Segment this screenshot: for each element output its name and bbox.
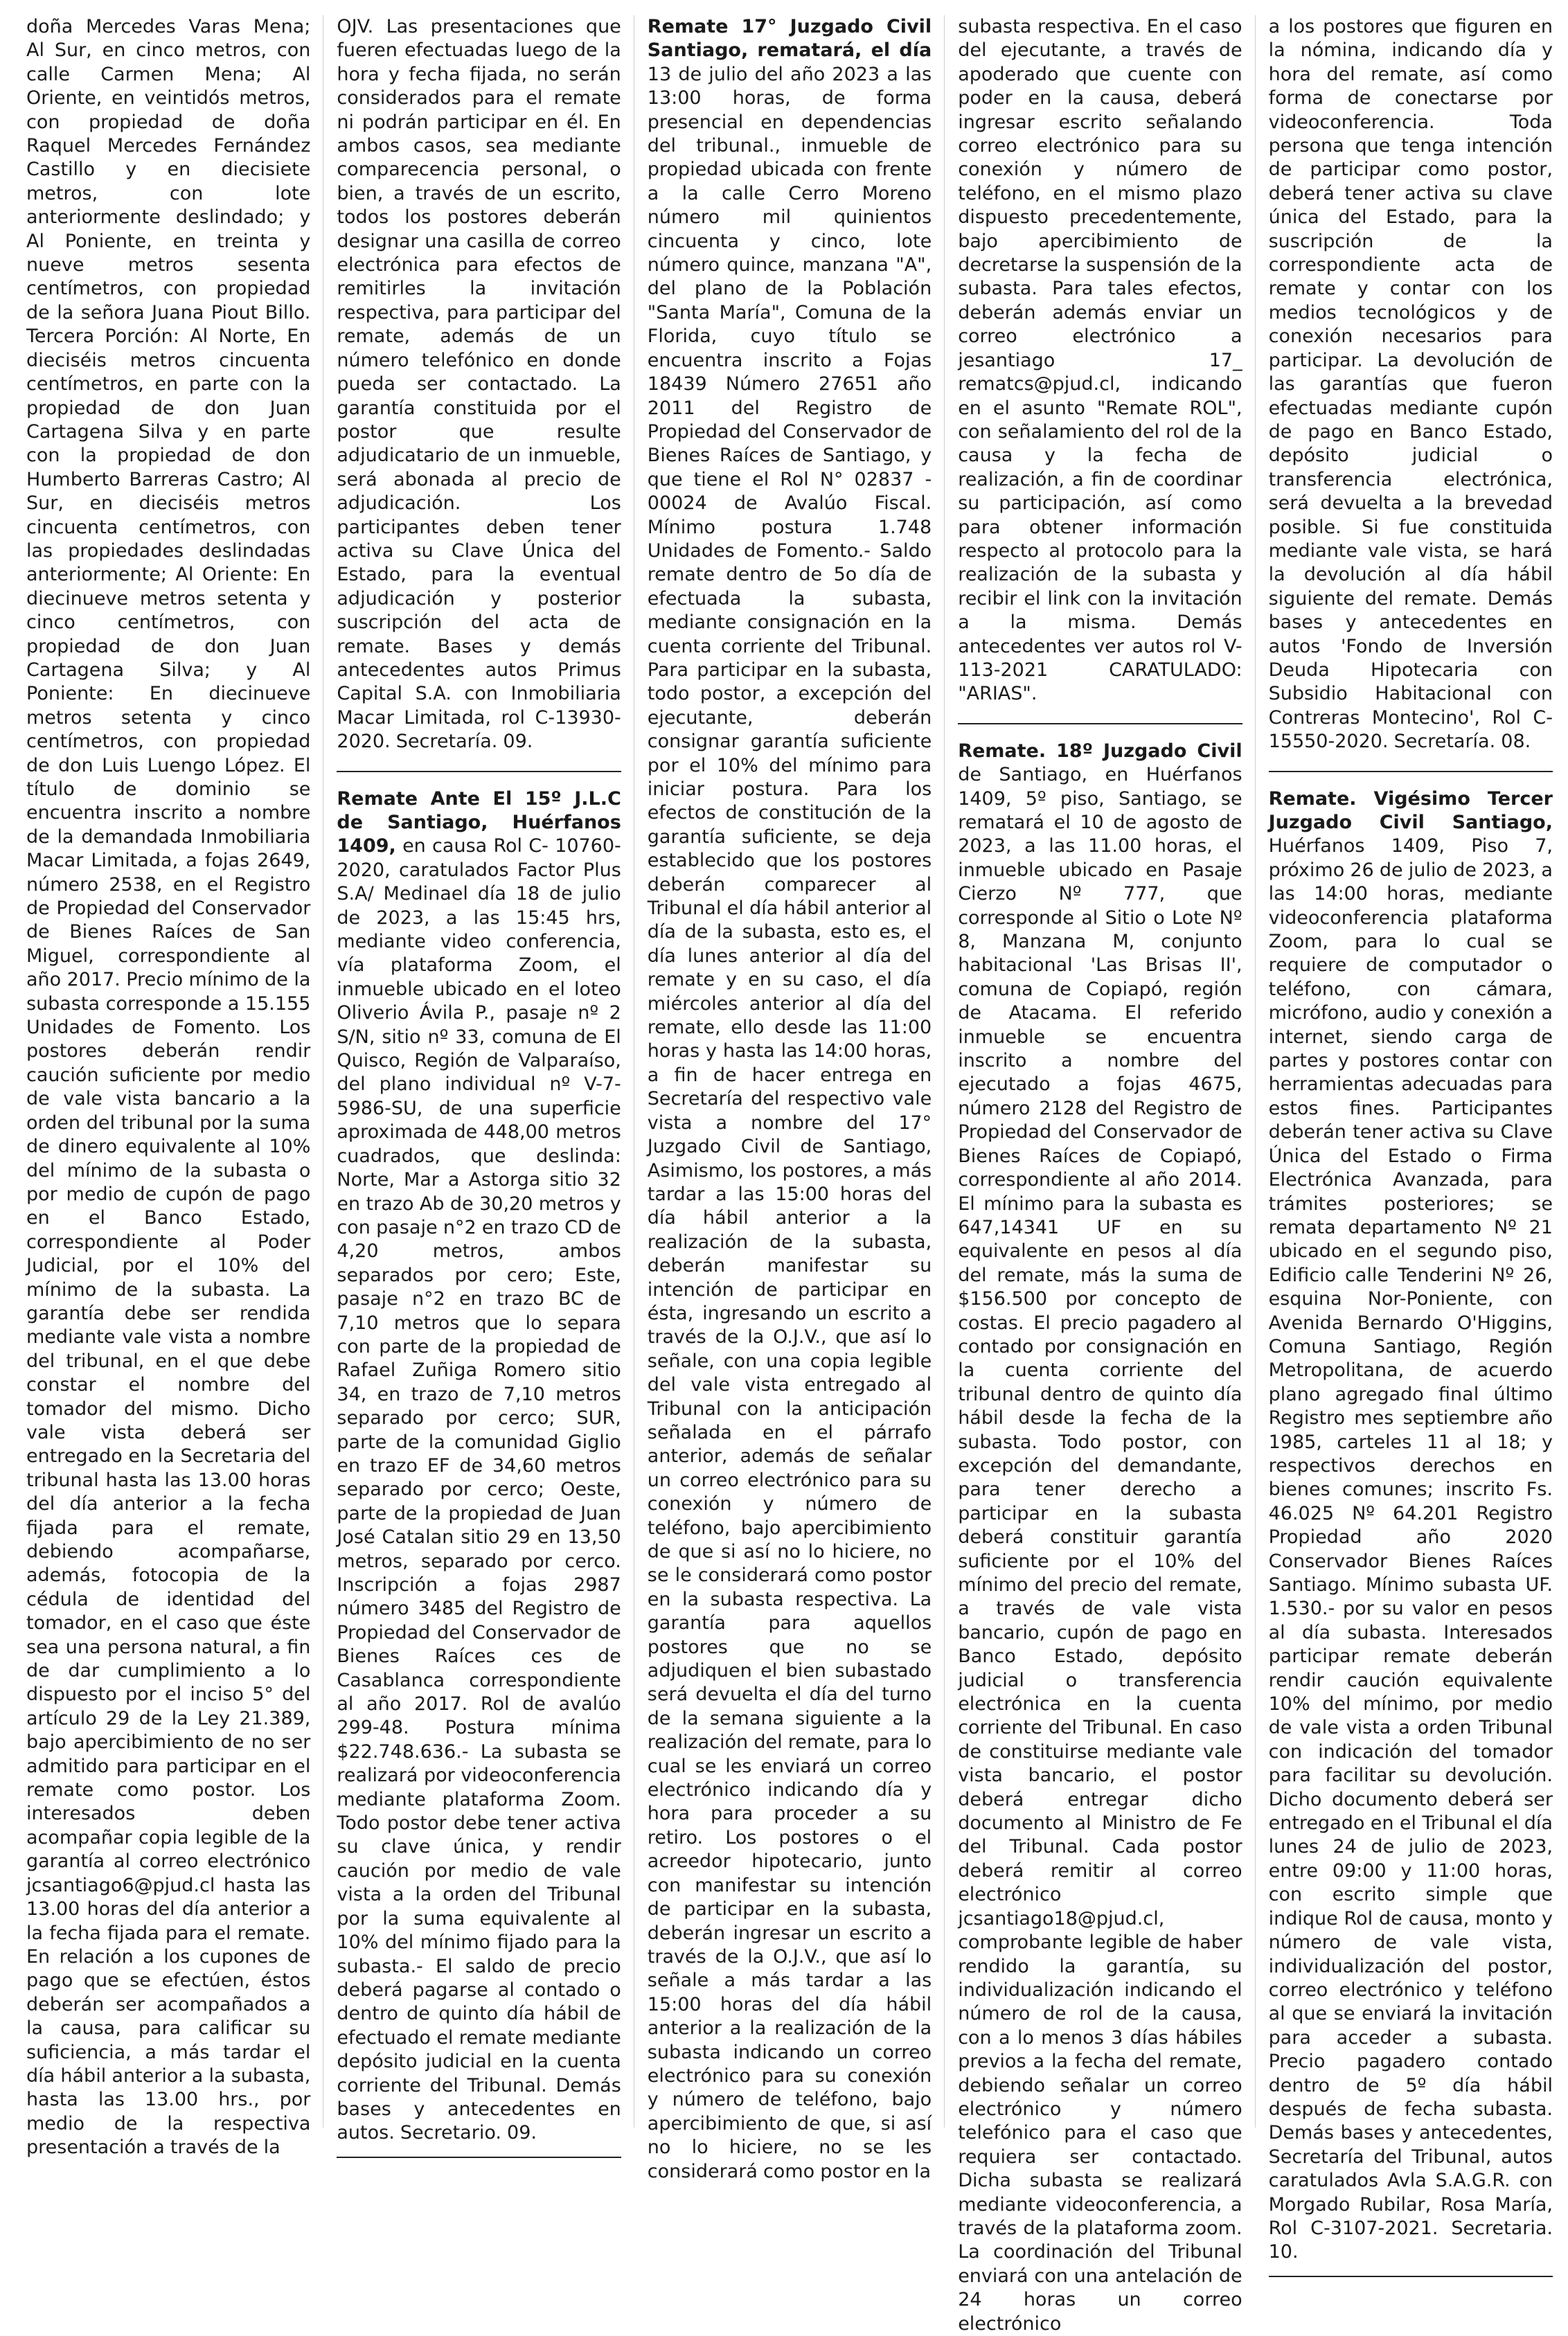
notice-body: en causa Rol C- 10760-2020, caratulados Factor Plus S.A/ Medinael día 18 de julio de 2023, a las 15:45 hrs, mediante video conferencia, vía plataforma Zoom, el inmueble ubicado en el loteo Oliverio Ávila P., pasaje nº 2 S/N, sitio nº 33, comuna de El Quisco, Región de Valparaíso, del plano individual nº V-7-5986-SU, de una superficie aproximada de 448,00 metros cuadrados, que deslinda: Norte, Mar a Astorga sitio 32 en trazo Ab de 30,20 metros y con pasaje n°2 en trazo CD de 4,20 metros, ambos separados por cero; Este, pasaje n°2 en trazo BC de 7,10 metros que lo separa con parte de la propiedad de Rafael Zuñiga Romero sitio 34, en trazo de 7,10 metros separado por cerco; SUR, parte de la comunidad Giglio en trazo EF de 34,60 metros separado por cerco; Oeste, parte de la propiedad de Juan José Catalan sitio 29 en 13,50 metros, separado por cerco. Inscripción a fojas 2987 número 3485 del Registro de Propiedad del Conservador de Bienes Raíces ces de Casablanca correspondiente al año 2017. Rol de avalúo 299-48. Postura mínima $22.748.636.- La subasta se realizará por videoconferencia mediante plataforma Zoom. Todo postor debe tener activa su clave única, y rendir caución por medio de vale vista a la orden del Tribunal por la suma equivalente al 10% del mínimo fijado para la subasta.- El saldo de precio deberá pagarse al contado o dentro de quinto día hábil de efectuado el remate mediante depósito judicial en la cuenta corriente del Tribunal. Demás bases y antecedentes en autos. Secretario. 09. [337,835,621,2144]
legal-notice [1269,15,1553,754]
notice-body: 13 de julio del año 2023 a las 13:00 horas, de forma presencial en dependencias del tribunal., inmueble de propiedad ubicada con frente a la calle Cerro Moreno número mil quinientos cincuenta y cinco, lote número quince, manzana "A", del plano de la Población "Santa María", Comuna de la Florida, cuyo título se encuentra inscrito a Fojas 18439 Número 27651 año 2011 del Registro de Propiedad del Conservador de Bienes Raíces de Santiago, y que tiene el Rol N° 02837 - 00024 de Avalúo Fiscal. Mínimo postura 1.748 Unidades de Fomento.- Saldo remate dentro de 5o día de efectuada la subasta, mediante consignación en la cuenta corriente del Tribunal. Para participar en la subasta, todo postor, a excepción del ejecutante, deberán consignar garantía suficiente por el 10% del mínimo para iniciar postura. Para los efectos de constitución de la garantía suficiente, se deja establecido que los postores deberán comparecer al Tribunal el día hábil anterior al día de la subasta, esto es, el día lunes anterior al día del remate y en su caso, el día miércoles anterior al día del remate, ello desde las 11:00 horas y hasta las 14:00 horas, a fin de hacer entrega en Secretaría del respectivo vale vista a nombre del 17° Juzgado Civil de Santiago, Asimismo, los postores, a más tardar a las 15:00 horas del día hábil anterior a la realización de la subasta, deberán manifestar su intención de participar en ésta, ingresando un escrito a través de la O.J.V., que así lo señale, con una copia legible del vale vista entregado al Tribunal con la anticipación señalada en el párrafo anterior, además de señalar un correo electrónico para su conexión y número de teléfono, bajo apercibimiento de que si así no lo hiciere, no se le considerará como postor en la subasta respectiva. La garantía para aquellos postores que no se adjudiquen el bien subastado será devuelta el día del turno de la semana siguiente a la realización del remate, para lo cual se les enviará un correo electrónico indicando día y hora para proceder a su retiro. Los postores o el acreedor hipotecario, junto con manifestar su intención de participar en la subasta, deberán ingresar un escrito a través de la O.J.V., que así lo señale a más tardar a las 15:00 horas del día hábil anterior a la realización de la subasta indicando un correo electrónico para su conexión y número de teléfono, bajo apercibimiento de que, si así no lo hiciere, no se les considerará como postor en la [647,63,932,2182]
notice-heading: Remate 17° Juzgado Civil Santiago, rematará, el día [647,16,932,62]
notice-heading: Remate Ante El 15º J.L.C de Santiago, Huérfanos 1409, [337,787,621,857]
column-3 [647,15,932,2182]
legal-notice-remate-23-juzgado [1269,771,1553,2277]
column-5 [1268,15,1553,2263]
notice-body: doña Mercedes Varas Mena; Al Sur, en cinco metros, con calle Carmen Mena; Al Oriente, en veintidós metros, con propiedad de doña Raquel Mercedes Fernández Castillo y en diecisiete metros, con lote anteriormente deslindado; y Al Poniente, en treinta y nueve metros sesenta centímetros, con propiedad de la señora Juana Piout Billo. Tercera Porción: Al Norte, En dieciséis metros cincuenta centímetros, en parte con la propiedad de don Juan Cartagena Silva y en parte con la propiedad de don Humberto Barreras Castro; Al Sur, en dieciséis metros cincuenta centímetros, con las propiedades deslindadas anteriormente; Al Oriente: En diecinueve metros setenta y cinco centímetros, con propiedad de don Juan Cartagena Silva; y Al Poniente: En diecinueve metros setenta y cinco centímetros, con propiedad de don Luis Luengo López. El título de dominio se encuentra inscrito a nombre de la demandada Inmobiliaria Macar Limitada, a fojas 2649, número 2538, en el Registro de Propiedad del Conservador de Bienes Raíces de San Miguel, correspondiente al año 2017. Precio mínimo de la subasta corresponde a 15.155 Unidades de Fomento. Los postores deberán rendir caución suficiente por medio de vale vista bancario a la orden del tribunal por la suma de dinero equivalente al 10% del mínimo de la subasta o por medio de cupón de pago en el Banco Estado, correspondiente al Poder Judicial, por el 10% del mínimo de la subasta. La garantía debe ser rendida mediante vale vista a nombre del tribunal, en el que debe constar el nombre del tomador del mismo. Dicho vale vista deberá ser entregado en la Secretaria del tribunal hasta las 13.00 horas del día anterior a la fecha fijada para el remate, debiendo acompañarse, además, fotocopia de la cédula de identidad del tomador, en el caso que éste sea una persona natural, a fin de dar cumplimiento a lo dispuesto por el inciso 5° del artículo 29 de la Ley 21.389, bajo apercibimiento de no ser admitido para participar en el remate como postor. Los interesados deben acompañar copia legible de la garantía al correo electrónico jcsantiago6@pjud.cl hasta las 13.00 horas del día anterior a la fecha fijada para el remate. En relación a los cupones de pago que se efectúen, éstos deberán ser acompañados a la causa, para calificar su suficiencia, a más tardar el día hábil anterior a la subasta, hasta las 13.00 hrs., por medio de la respectiva presentación a través de la [26,16,311,2159]
notice-divider [337,2157,621,2158]
notice-body: subasta respectiva. En el caso del ejecutante, a través de apoderado que cuente con poder en la causa, deberá ingresar escrito señalando correo electrónico para su conexión y número de teléfono, en el mismo plazo dispuesto precedentemente, bajo apercibimiento de decretarse la suspensión de la subasta. Para tales efectos, deberán además enviar un correo electrónico a jesantiago 17_ rematcs@pjud.cl, indicando en el asunto "Remate ROL", con señalamiento del rol de la causa y la fecha de realización, a fin de coordinar su participación, así como para obtener información respecto al protocolo para la realización de la subasta y recibir el link con la invitación a la misma. Demás antecedentes ver autos rol V-113-2021 CARATULADO: "ARIAS". [958,16,1242,705]
column-1 [26,15,311,2159]
notice-body: de Santiago, en Huérfanos 1409, 5º piso, Santiago, se rematará el 10 de agosto de 2023, a las 11.00 horas, el inmueble ubicado en Pasaje Cierzo Nº 777, que corresponde al Sitio o Lote Nº 8, Manzana M, conjunto habitacional 'Las Brisas II', comuna de Copiapó, región de Atacama. El referido inmueble se encuentra inscrito a nombre del ejecutado a fojas 4675, número 2128 del Registro de Propiedad del Conservador de Bienes Raíces de Copiapó, correspondiente al año 2014. El mínimo para la subasta es 647,14341 UF en su equivalente en pesos al día del remate, más la suma de $156.500 por concepto de costas. El precio pagadero al contado por consignación en la cuenta corriente del tribunal dentro de quinto día hábil desde la fecha de la subasta. Todo postor, con excepción del demandante, para tener derecho a participar en la subasta deberá constituir garantía suficiente por el 10% del mínimo del precio del remate, a través de vale vista bancario, cupón de pago en Banco Estado, depósito judicial o transferencia electrónica en la cuenta corriente del Tribunal. En caso de constituirse mediante vale vista bancario, el postor deberá entregar dicho documento al Ministro de Fe del Tribunal. Cada postor deberá remitir al correo electrónico jcsantiago18@pjud.cl, comprobante legible de haber rendido la garantía, su individualización indicando el número de rol de la causa, con a lo menos 3 días hábiles previos a la fecha del remate, debiendo señalar un correo electrónico y número telefónico para el caso que requiera ser contactado. Dicha subasta se realizará mediante videoconferencia, a través de la plataforma zoom. La coordinación del Tribunal enviará con una antelación de 24 horas un correo electrónico [958,764,1242,2335]
notice-heading: Remate. 18º Juzgado Civil [958,740,1242,762]
notice-divider [1269,2276,1553,2277]
column-2 [337,15,621,2144]
notice-heading: Remate. Vigésimo Tercer Juzgado Civil Santiago, [1268,787,1553,833]
column-4 [958,15,1242,2335]
notice-body: Huérfanos 1409, Piso 7, próximo 26 de julio de 2023, a las 14:00 horas, mediante videoconferencia plataforma Zoom, para lo cual se requiere de computador o teléfono, con cámara, micrófono, audio y conexión a internet, siendo carga de partes y postores contar con herramientas adecuadas para estos fines. Participantes deberán tener activa su Clave Única del Estado o Firma Electrónica Avanzada, para trámites posteriores; se remata departamento Nº 21 ubicado en el segundo piso, Edificio calle Tenderini Nº 26, esquina Nor-Poniente, con Avenida Bernardo O'Higgins, Comuna Santiago, Región Metropolitana, de acuerdo plano agregado final último Registro mes septiembre año 1985, carteles 11 al 18; y respectivos derechos en bienes comunes; inscrito Fs. 46.025 Nº 64.201 Registro Propiedad año 2020 Conservador Bienes Raíces Santiago. Mínimo subasta UF. 1.530.- por su valor en pesos al día subasta. Interesados participar remate deberán rendir caución equivalente 10% del mínimo, por medio de vale vista a orden Tribunal con indicación del tomador para facilitar su devolución. Dicho documento deberá ser entregado en el Tribunal el día lunes 24 de julio de 2023, entre 09:00 y 11:00 horas, con escrito simple que indique Rol de causa, monto y número de vale vista, individualización del postor, correo electrónico y teléfono al que se enviará la invitación para acceder a subasta. Precio pagadero contado dentro de 5º día hábil después de fecha subasta. Demás bases y antecedentes, Secretaría del Tribunal, autos caratulados Avla S.A.G.R. con Morgado Rubilar, Rosa María, Rol C-3107-2021. Secretaria. 10. [1268,835,1553,2263]
legal-notice-remate-15-jlc [337,771,621,2158]
legal-notice [26,15,310,2160]
legal-notice [337,15,621,754]
legal-notice-remate-18-juzgado [958,723,1242,2336]
legal-notice [958,15,1242,706]
legal-notice-remate-17-juzgado [648,15,932,2184]
notice-body: OJV. Las presentaciones que fueren efectuadas luego de la hora y fecha fijada, no serán considerados para el remate ni podrán participar en él. En ambos casos, sea mediante comparecencia personal, o bien, a través de un escrito, todos los postores deberán designar una casilla de correo electrónica para efectos de remitirles la invitación respectiva, para participar del remate, además de un número telefónico en donde pueda ser contactado. La garantía constituida por el postor que resulte adjudicatario de un inmueble, será abonada al precio de adjudicación. Los participantes deben tener activa su Clave Única del Estado, para la eventual adjudicación y posterior suscripción del acta de remate. Bases y demás antecedentes autos Primus Capital S.A. con Inmobiliaria Macar Limitada, rol C-13930-2020. Secretaría. 09. [337,16,621,753]
notice-body: a los postores que figuren en la nómina, indicando día y hora del remate, así como forma de conectarse por videoconferencia. Toda persona que tenga intención de participar como postor, deberá tener activa su clave única del Estado, para la suscripción de la correspondiente acta de remate y contar con los medios tecnológicos y de conexión necesarios para participar. La devolución de las garantías que fueron efectuadas mediante cupón de pago en Banco Estado, depósito judicial o transferencia electrónica, será devuelta a la brevedad posible. Si fue constituida mediante vale vista, se hará la devolución al día hábil siguiente del remate. Demás bases y antecedentes en autos 'Fondo de Inversión Deuda Hipotecaria con Subsidio Habitacional con Contreras Montecino', Rol C-15550-2020. Secretaría. 08. [1268,16,1553,753]
